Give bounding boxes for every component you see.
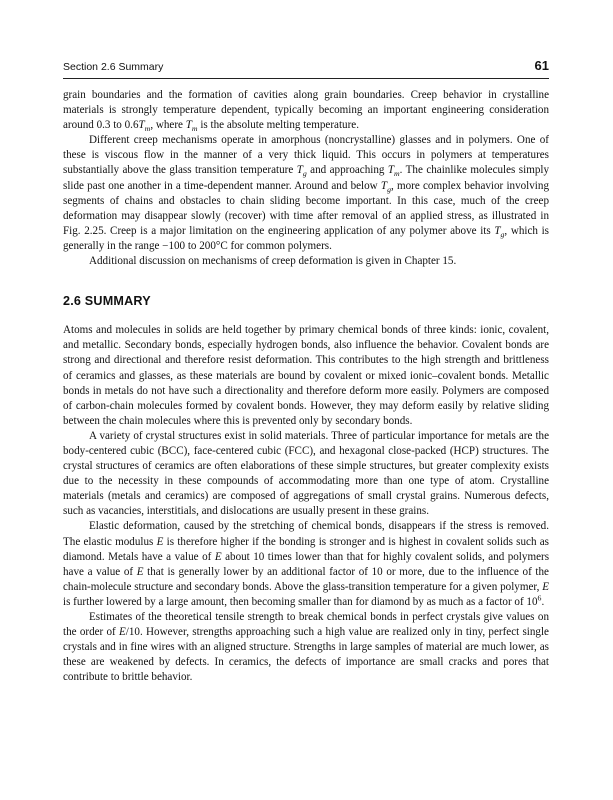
paragraph: Different creep mechanisms operate in amorphous (noncrystalline) glasses and in polymers. One of these is viscous flow in the manner of a very thick liquid. This occurs in polymers at temperatures substantially above the glass transition temperature $T_g$ and approaching $T_m$. The chainlike molecules simply slide past one another in a time-dependent manner. Around and below $T_g$, more complex behavior involving segments of chains and obstacles to chain sliding become important. In this case, much of the creep deformation may disappear slowly (recover) with time after removal of an applied stress, as illustrated in Fig. 2.25. Creep is a major limitation on the engineering application of any polymer above its $T_g$, which is generally in the range −100 to 200°C for common polymers.	[63, 134, 549, 252]
paragraph: A variety of crystal structures exist in solid materials. Three of particular importance for metals are the body-centered cubic (BCC), face-centered cubic (FCC), and hexagonal close-packed (HCP) structures. The crystal structures of ceramics are often elaborations of these simple structures, but greater complexity exists due to the necessity in these compounds of accommodating more than one type of atom. Crystalline materials (metals and ceramics) are composed of aggregations of small crystal grains. Numerous defects, such as vacancies, interstitials, and dislocations are usually present in these grains.	[63, 429, 549, 518]
body-text	[63, 88, 549, 685]
paragraph: Estimates of the theoretical tensile strength to break chemical bonds in perfect crystals give values on the order of E/10. However, strengths approaching such a high value are realized only in tiny, perfect single crystals and in fine wires with an aligned structure. Strengths in large samples of material are much lower, as these are weakened by defects. In ceramics, the defects of importance are small cracks and pores that contribute to brittle behavior.	[63, 611, 549, 684]
running-head-section: Section 2.6 Summary	[63, 61, 164, 73]
running-head	[63, 58, 549, 79]
section-heading: 2.6 SUMMARY	[63, 294, 151, 309]
paragraph: Elastic deformation, caused by the stretching of chemical bonds, disappears if the stress is removed. The elastic modulus E is therefore higher if the bonding is stronger and is highest in covalent solids such as diamond. Metals have a value of E about 10 times lower than that for highly covalent solids, and polymers have a value of E that is generally lower by an additional factor of 10 or more, due to the influence of the chain-molecule structure and secondary bonds. Above the glass-transition temperature for a given polymer, E is further lowered by a large amount, then becoming smaller than for diamond by as much as a factor of $10^6$.	[63, 520, 550, 608]
paragraph: Atoms and molecules in solids are held together by primary chemical bonds of three kinds: ionic, covalent, and metallic. Secondary bonds, especially hydrogen bonds, also influence the behavior. Covalent bonds are strong and directional and therefore resist deformation. This contributes to the high strength and brittleness of ceramics and glasses, as these materials are bound by covalent or mixed ionic–covalent bonds. Metallic bonds in metals do not have such a directionality and therefore deform more easily. Polymers are composed of carbon-chain molecules formed by covalent bonds. However, they may deform easily by relative sliding between the chain molecules where this is prevented only by secondary bonds.	[63, 324, 549, 427]
page-number: 61	[534, 58, 549, 73]
paragraph: grain boundaries and the formation of cavities along grain boundaries. Creep behavior in crystalline materials is strongly temperature dependent, typically becoming an important engineering consideration around 0.3 to $0.6T_m$, where $T_m$ is the absolute melting temperature.	[63, 89, 549, 134]
paragraph: Additional discussion on mechanisms of creep deformation is given in Chapter 15.	[89, 255, 457, 268]
